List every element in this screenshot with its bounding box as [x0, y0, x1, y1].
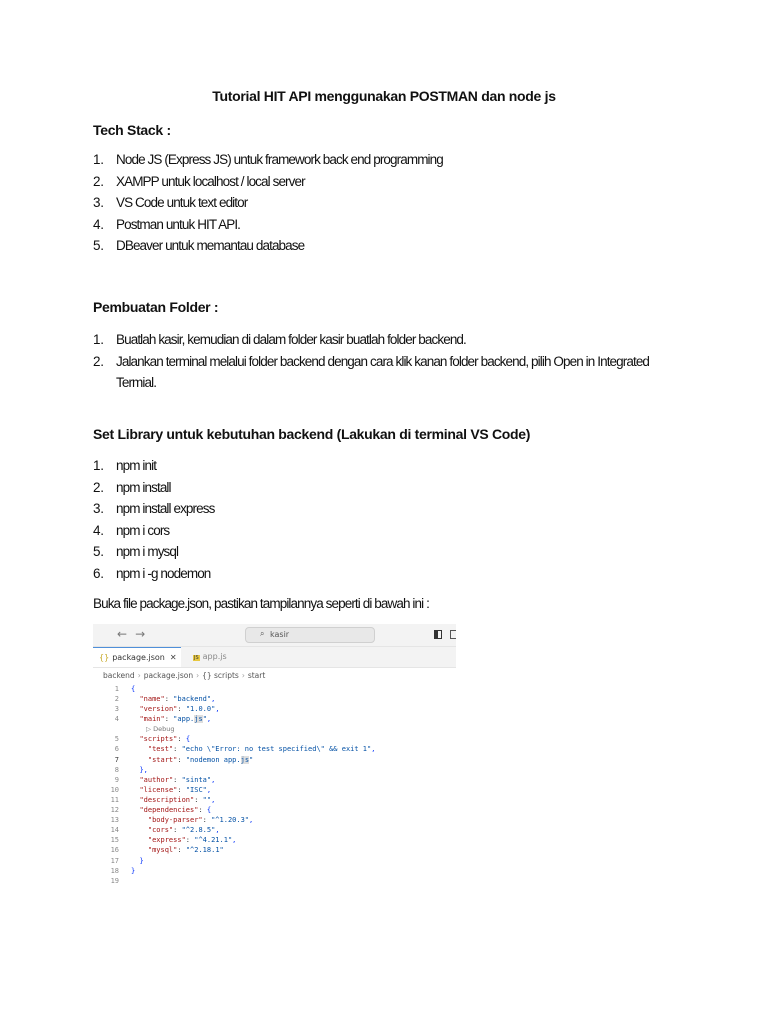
- breadcrumb-item[interactable]: package.json: [143, 671, 194, 680]
- line-number: 9: [114, 775, 119, 784]
- line-number: 2: [114, 695, 119, 704]
- title-bar: [93, 624, 456, 647]
- code-editor[interactable]: [93, 684, 456, 886]
- code-text: "license": "ISC",: [139, 785, 212, 794]
- line-number: 4: [114, 715, 119, 724]
- forward-arrow-icon[interactable]: →: [135, 627, 146, 641]
- list-item: 3. VS Code untuk text editor: [93, 195, 248, 211]
- code-text: "test": "echo \"Error: no test specified\" && exit 1",: [147, 745, 376, 754]
- list-item: 1. Buatlah kasir, kemudian di dalam folder kasir buatlah folder backend.: [93, 332, 466, 347]
- code-text: "main": "app.js",: [139, 715, 212, 724]
- code-text: }: [139, 856, 144, 865]
- code-line[interactable]: [93, 835, 456, 845]
- line-number: 17: [110, 856, 119, 865]
- breadcrumb: backend › package.json › {} scripts › start: [103, 671, 266, 680]
- code-text: "scripts": {: [139, 735, 191, 744]
- code-line[interactable]: [93, 775, 456, 785]
- list-item: 6. npm i -g nodemon: [93, 565, 211, 581]
- code-line[interactable]: [93, 734, 456, 744]
- breadcrumb-item[interactable]: start: [247, 671, 266, 680]
- line-number: 13: [110, 816, 119, 825]
- line-number: 7: [114, 755, 119, 764]
- list-item: 4. Postman untuk HIT API.: [93, 216, 241, 232]
- code-line[interactable]: [93, 856, 456, 866]
- code-line[interactable]: [93, 704, 456, 714]
- library-heading: Set Library untuk kebutuhan backend (Lakukan di terminal VS Code): [93, 426, 531, 442]
- code-line[interactable]: [93, 815, 456, 825]
- code-text: },: [139, 765, 148, 774]
- document-title: Tutorial HIT API menggunakan POSTMAN dan node js: [212, 88, 556, 104]
- code-line[interactable]: [93, 845, 456, 855]
- toggle-panel-icon[interactable]: [450, 630, 456, 639]
- vscode-screenshot: [93, 624, 456, 908]
- nav-arrows: [117, 627, 153, 641]
- code-line[interactable]: [93, 805, 456, 815]
- list-item: 3. npm install express: [93, 501, 215, 517]
- tech-stack-list: [93, 149, 656, 257]
- code-line[interactable]: [93, 866, 456, 876]
- list-item: 5. npm i mysql: [93, 544, 179, 560]
- code-text: "author": "sinta",: [139, 775, 216, 784]
- code-text: "dependencies": {: [139, 806, 212, 815]
- line-number: 3: [114, 705, 119, 714]
- code-line[interactable]: [93, 714, 456, 724]
- line-number: 14: [110, 826, 119, 835]
- code-text: {: [131, 685, 136, 693]
- breadcrumb-item[interactable]: backend: [103, 671, 135, 680]
- code-text: }: [131, 866, 136, 875]
- debug-codelens[interactable]: ▷ Debug: [146, 725, 175, 734]
- editor-tabs: [93, 647, 456, 668]
- library-list: [93, 455, 656, 585]
- line-number: 8: [114, 765, 119, 774]
- search-icon: ⌕: [260, 629, 265, 638]
- code-line[interactable]: [93, 684, 456, 694]
- search-text: kasir: [270, 630, 290, 639]
- code-line[interactable]: [93, 765, 456, 775]
- line-number: 16: [110, 846, 119, 855]
- back-arrow-icon[interactable]: ←: [117, 627, 128, 641]
- code-text: "description": "",: [139, 795, 216, 804]
- code-line[interactable]: [93, 825, 456, 835]
- folder-list: [93, 329, 656, 394]
- code-text: "body-parser": "^1.20.3",: [147, 816, 254, 825]
- code-line[interactable]: [93, 785, 456, 795]
- tab-label: app.js: [202, 652, 227, 661]
- breadcrumb-item[interactable]: {} scripts: [202, 671, 239, 680]
- line-number: 1: [114, 685, 119, 693]
- toggle-sidebar-icon[interactable]: [434, 630, 442, 639]
- tab-package-json[interactable]: [93, 647, 181, 667]
- code-text: "cors": "^2.8.5",: [147, 826, 220, 835]
- js-file-icon: JS: [194, 655, 199, 661]
- list-item: 5. DBeaver untuk memantau database: [93, 238, 305, 254]
- line-number: 5: [114, 735, 119, 744]
- line-number: 6: [114, 745, 119, 754]
- code-line[interactable]: [93, 694, 456, 704]
- list-item: 2. npm install: [93, 479, 171, 495]
- command-center-search[interactable]: [245, 627, 375, 643]
- code-text: "name": "backend",: [139, 695, 216, 704]
- instruction-text: Buka file package.json, pastikan tampilannya seperti di bawah ini :: [93, 596, 429, 611]
- code-text: "version": "1.0.0",: [139, 705, 220, 714]
- line-number: 18: [110, 866, 119, 875]
- list-item: 2. Jalankan terminal melalui folder backend dengan cara klik kanan folder backend, pilih Open in Integrated Termial.: [93, 353, 650, 391]
- folder-heading: Pembuatan Folder :: [93, 299, 219, 315]
- list-item: 4. npm i cors: [93, 522, 170, 538]
- list-item: 1. npm init: [93, 458, 157, 473]
- line-number: 19: [110, 876, 119, 885]
- json-file-icon: {}: [99, 653, 110, 662]
- code-line[interactable]: [93, 876, 456, 886]
- line-number: 12: [110, 806, 119, 815]
- tech-stack-heading: Tech Stack :: [93, 122, 171, 138]
- list-item: 1. Node JS (Express JS) untuk framework back end programming: [93, 152, 443, 167]
- list-item: 2. XAMPP untuk localhost / local server: [93, 173, 305, 189]
- code-line[interactable]: [93, 755, 456, 765]
- code-text: "start": "nodemon app.js": [147, 755, 254, 764]
- tab-app-js[interactable]: [187, 647, 253, 667]
- code-line[interactable]: [93, 795, 456, 805]
- line-number: 10: [110, 785, 119, 794]
- line-number: 11: [110, 795, 119, 804]
- code-text: "express": "^4.21.1",: [147, 836, 237, 845]
- close-icon[interactable]: ✕: [169, 653, 177, 662]
- code-text: "mysql": "^2.18.1": [147, 846, 224, 855]
- code-line[interactable]: [93, 744, 456, 754]
- line-number: 15: [110, 836, 119, 845]
- tab-label: package.json: [112, 653, 165, 662]
